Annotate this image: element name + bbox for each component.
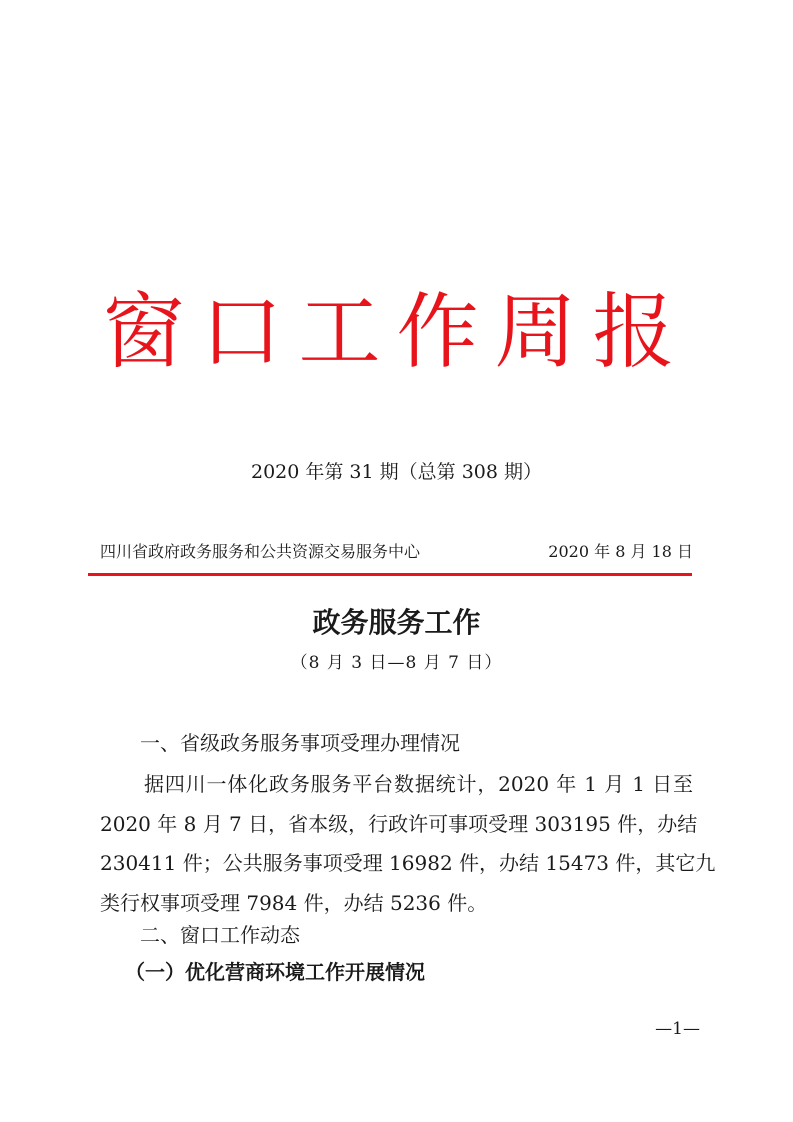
document-title: 政务服务工作 xyxy=(312,606,481,639)
paragraph-line: 230411 件；公共服务事项受理 16982 件，办结 15473 件，其它九 xyxy=(100,851,716,875)
section-heading-2: 二、窗口工作动态 xyxy=(140,923,300,947)
page-number: —1— xyxy=(655,1019,700,1039)
subsection-heading-1: （一）优化营商环境工作开展情况 xyxy=(125,960,425,984)
paragraph-line: 据四川一体化政务服务平台数据统计，2020 年 1 月 1 日至 xyxy=(144,772,693,796)
date-range: （8 月 3 日—8 月 7 日） xyxy=(290,653,503,673)
section-heading-1: 一、省级政务服务事项受理办理情况 xyxy=(140,731,460,755)
issue-date: 2020 年 8 月 18 日 xyxy=(548,541,693,561)
publisher-row xyxy=(100,538,693,562)
header-divider xyxy=(88,573,692,576)
issue-number: 2020 年第 31 期（总第 308 期） xyxy=(251,461,542,483)
paragraph-line: 类行权事项受理 7984 件，办结 5236 件。 xyxy=(100,890,488,915)
publisher-name: 四川省政府政务服务和公共资源交易服务中心 xyxy=(100,541,421,561)
masthead-title: 窗口工作周报 xyxy=(102,285,691,380)
paragraph-line: 2020 年 8 月 7 日，省本级，行政许可事项受理 303195 件，办结 xyxy=(100,811,698,836)
section-1-paragraph xyxy=(100,765,716,923)
